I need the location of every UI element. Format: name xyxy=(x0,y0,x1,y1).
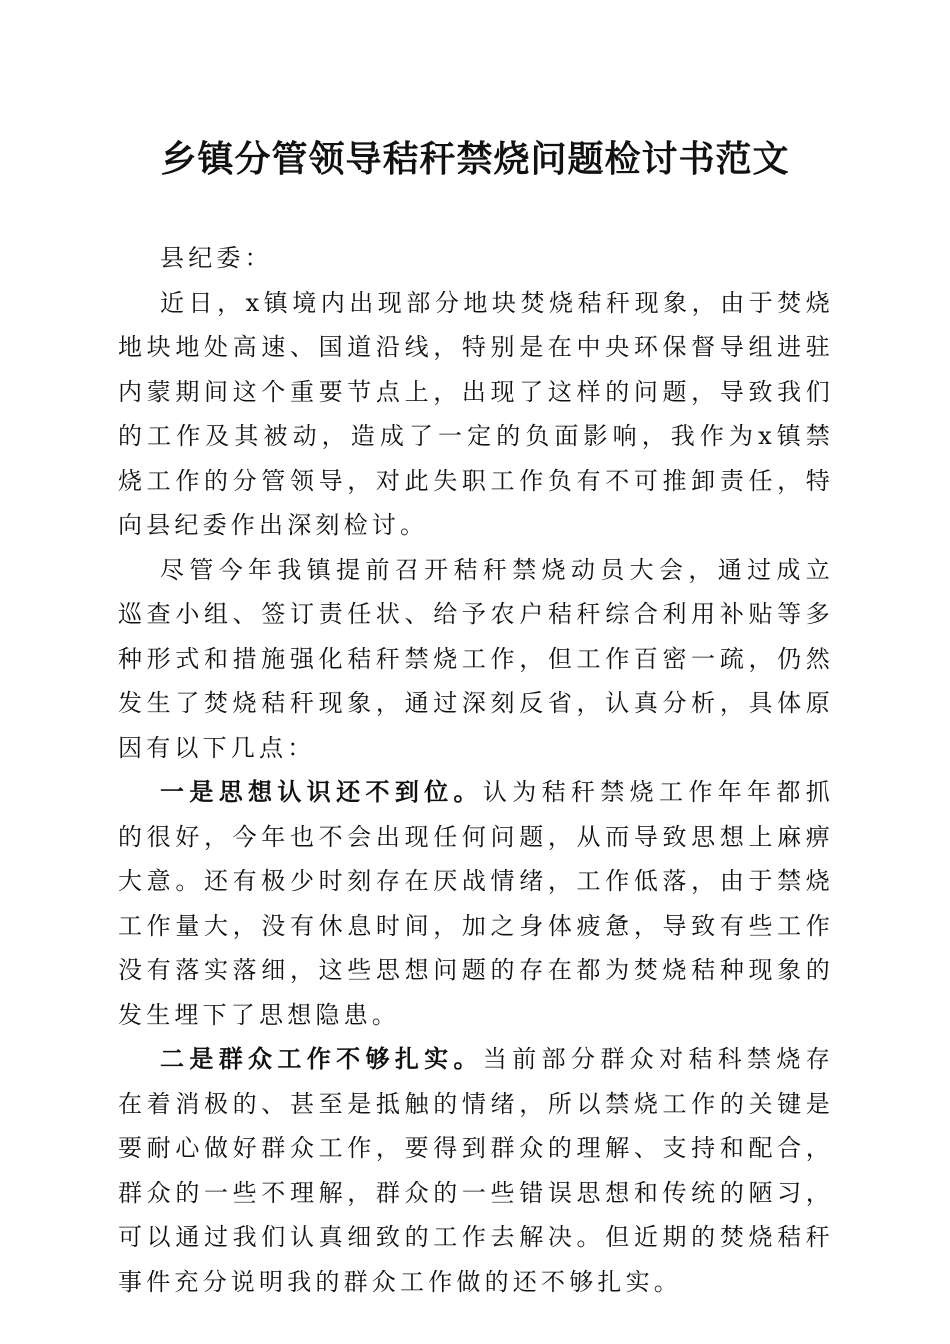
paragraph-3 xyxy=(118,770,834,1037)
paragraph-4-lead: 二是群众工作不够扎实。 xyxy=(160,1044,483,1073)
paragraph-2 xyxy=(118,548,834,771)
paragraph-3-text: 认为秸秆禁烧工作年年都抓的很好，今年也不会出现任何问题，从而导致思想上麻痹大意。还有极少时刻存在厌战情绪，工作低落，由于禁烧工作量大，没有休息时间，加之身体疲惫，导致有些工作没有落实落细，这些思想问题的存在都为焚烧秸种现象的发生埋下了思想隐患。 xyxy=(118,778,835,1029)
paragraph-1 xyxy=(118,281,834,548)
document-title: 乡镇分管领导秸秆禁烧问题检讨书范文 xyxy=(160,138,790,180)
salutation: 县纪委： xyxy=(160,244,273,272)
paragraph-2-text: 尽管今年我镇提前召开秸秆禁烧动员大会，通过成立巡查小组、签订责任状、给予农户秸秆综合利用补贴等多种形式和措施强化秸秆禁烧工作，但工作百密一疏，仍然发生了焚烧秸秆现象，通过深刻反省，认真分析，具体原因有以下几点： xyxy=(118,555,834,762)
paragraph-3-lead: 一是思想认识还不到位。 xyxy=(160,777,483,806)
paragraph-4-text: 当前部分群众对秸科禁烧存在着消极的、甚至是抵触的情绪，所以禁烧工作的关键是要耐心做好群众工作，要得到群众的理解、支持和配合，群众的一些不理解，群众的一些错误思想和传统的陋习，可以通过我们认真细致的工作去解决。但近期的焚烧秸秆事件充分说明我的群众工作做的还不够扎实。 xyxy=(118,1045,835,1296)
paragraph-4 xyxy=(118,1037,834,1304)
document-body xyxy=(118,236,834,1304)
paragraph-1-text: 近日，x镇境内出现部分地块焚烧秸秆现象，由于焚烧地块地处高速、国道沿线，特别是在中央环保督导组进驻内蒙期间这个重要节点上，出现了这样的问题，导致我们的工作及其被动，造成了一定的负面影响，我作为x镇禁烧工作的分管领导，对此失职工作负有不可推卸责任，特向县纪委作出深刻检讨。 xyxy=(118,288,834,539)
